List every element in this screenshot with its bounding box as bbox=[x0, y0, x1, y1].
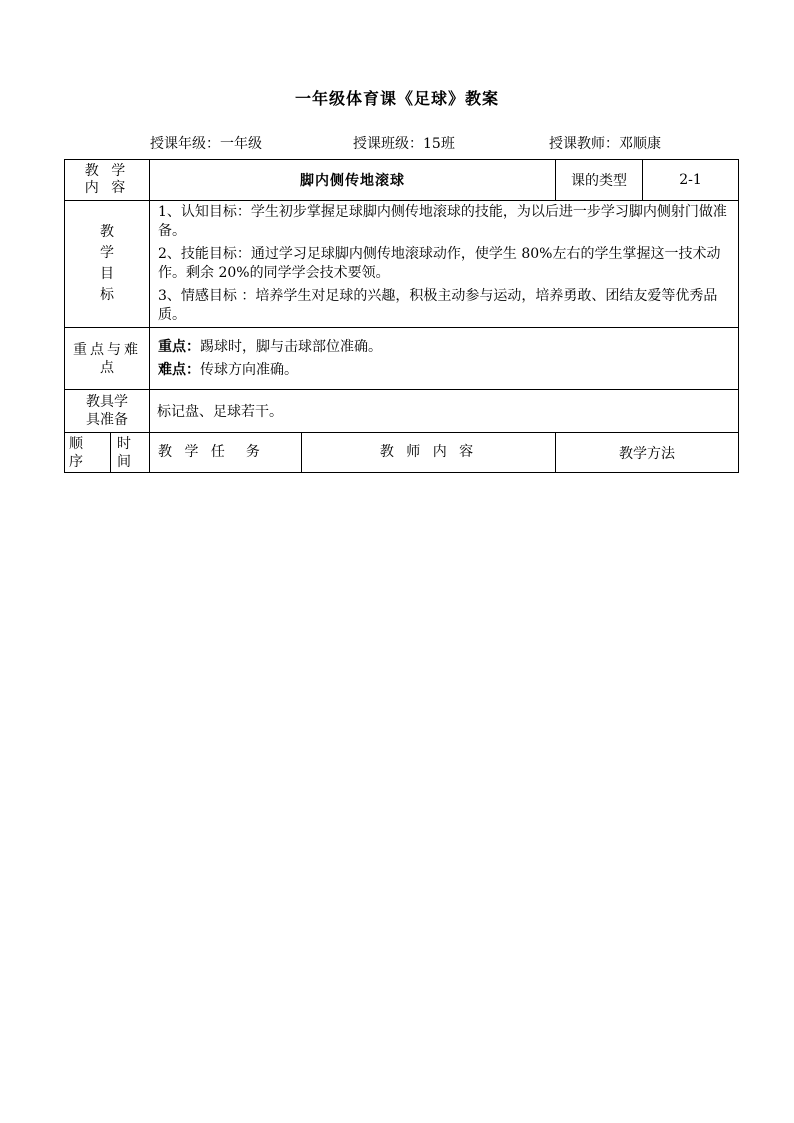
teaching-content-label-line2: 内 容 bbox=[84, 180, 130, 196]
teaching-task-header: 教 学 任 务 bbox=[150, 433, 302, 473]
goal-skill: 2、技能目标：通过学习足球脚内侧传地滚球动作，使学生 80%左右的学生掌握这一技术动作。剩余 20%的同学学会技术要领。 bbox=[158, 246, 721, 281]
lesson-name: 脚内侧传地滚球 bbox=[150, 160, 556, 201]
equipment-label-line1: 教具学 bbox=[86, 394, 128, 410]
teaching-teacher: 授课教师：邓顺康 bbox=[549, 136, 661, 152]
teaching-goals-label-char: 教 bbox=[100, 224, 114, 240]
order-header-top: 顺 bbox=[69, 435, 83, 452]
teaching-goals-label-char: 学 bbox=[100, 245, 114, 261]
teaching-goals-label-char: 目 bbox=[100, 266, 114, 282]
row-process-header bbox=[65, 433, 739, 473]
difficult-point bbox=[158, 359, 732, 382]
teaching-class: 授课班级：15班 bbox=[353, 136, 455, 152]
teaching-goals-label-cell bbox=[65, 201, 150, 328]
goal-affective: 3、情感目标 ：培养学生对足球的兴趣，积极主动参与运动，培养勇敢、团结友爱等优秀品质。 bbox=[158, 288, 718, 323]
order-header bbox=[65, 433, 111, 473]
difficult-point-label: 难点： bbox=[158, 361, 201, 378]
equipment-label-line2: 具准备 bbox=[86, 412, 128, 428]
goal-cognitive: 1、认知目标：学生初步掌握足球脚内侧传地滚球的技能，为以后进一步学习脚内侧射门做准备。 bbox=[158, 204, 727, 239]
lesson-type-value: 2-1 bbox=[643, 160, 739, 201]
teacher-content-header: 教 师 内 容 bbox=[302, 433, 556, 473]
time-header-top: 时 bbox=[117, 435, 131, 452]
document-title: 一年级体育课《足球》教案 bbox=[294, 89, 499, 108]
difficult-point-text: 传球方向准确。 bbox=[200, 361, 299, 378]
key-point-text: 踢球时，脚与击球部位准确。 bbox=[200, 338, 383, 355]
teaching-goals-cell bbox=[150, 201, 739, 328]
order-header-bottom: 序 bbox=[69, 453, 83, 470]
row-equipment bbox=[65, 390, 739, 433]
row-teaching-content bbox=[65, 160, 739, 201]
teaching-content-label-cell bbox=[65, 160, 150, 201]
key-point bbox=[158, 336, 732, 359]
equipment-label-cell bbox=[65, 390, 150, 433]
teaching-method-header: 教学方法 bbox=[556, 433, 739, 473]
key-points-label-line1: 重点与难 bbox=[73, 341, 141, 358]
row-key-points bbox=[65, 328, 739, 390]
time-header-bottom: 间 bbox=[117, 453, 131, 470]
key-points-cell bbox=[150, 328, 739, 390]
equipment-text: 标记盘、足球若干。 bbox=[150, 390, 739, 433]
time-header bbox=[111, 433, 150, 473]
key-points-label-cell bbox=[65, 328, 150, 390]
teaching-grade: 授课年级：一年级 bbox=[150, 136, 262, 152]
teaching-content-label-line1: 教 学 bbox=[84, 163, 130, 179]
lesson-type-label: 课的类型 bbox=[556, 160, 643, 201]
row-teaching-goals bbox=[65, 201, 739, 328]
key-points-label-line2: 点 bbox=[100, 359, 114, 376]
lesson-plan-table bbox=[64, 159, 739, 473]
key-point-label: 重点： bbox=[158, 338, 201, 355]
teaching-goals-label-char: 标 bbox=[100, 287, 114, 303]
